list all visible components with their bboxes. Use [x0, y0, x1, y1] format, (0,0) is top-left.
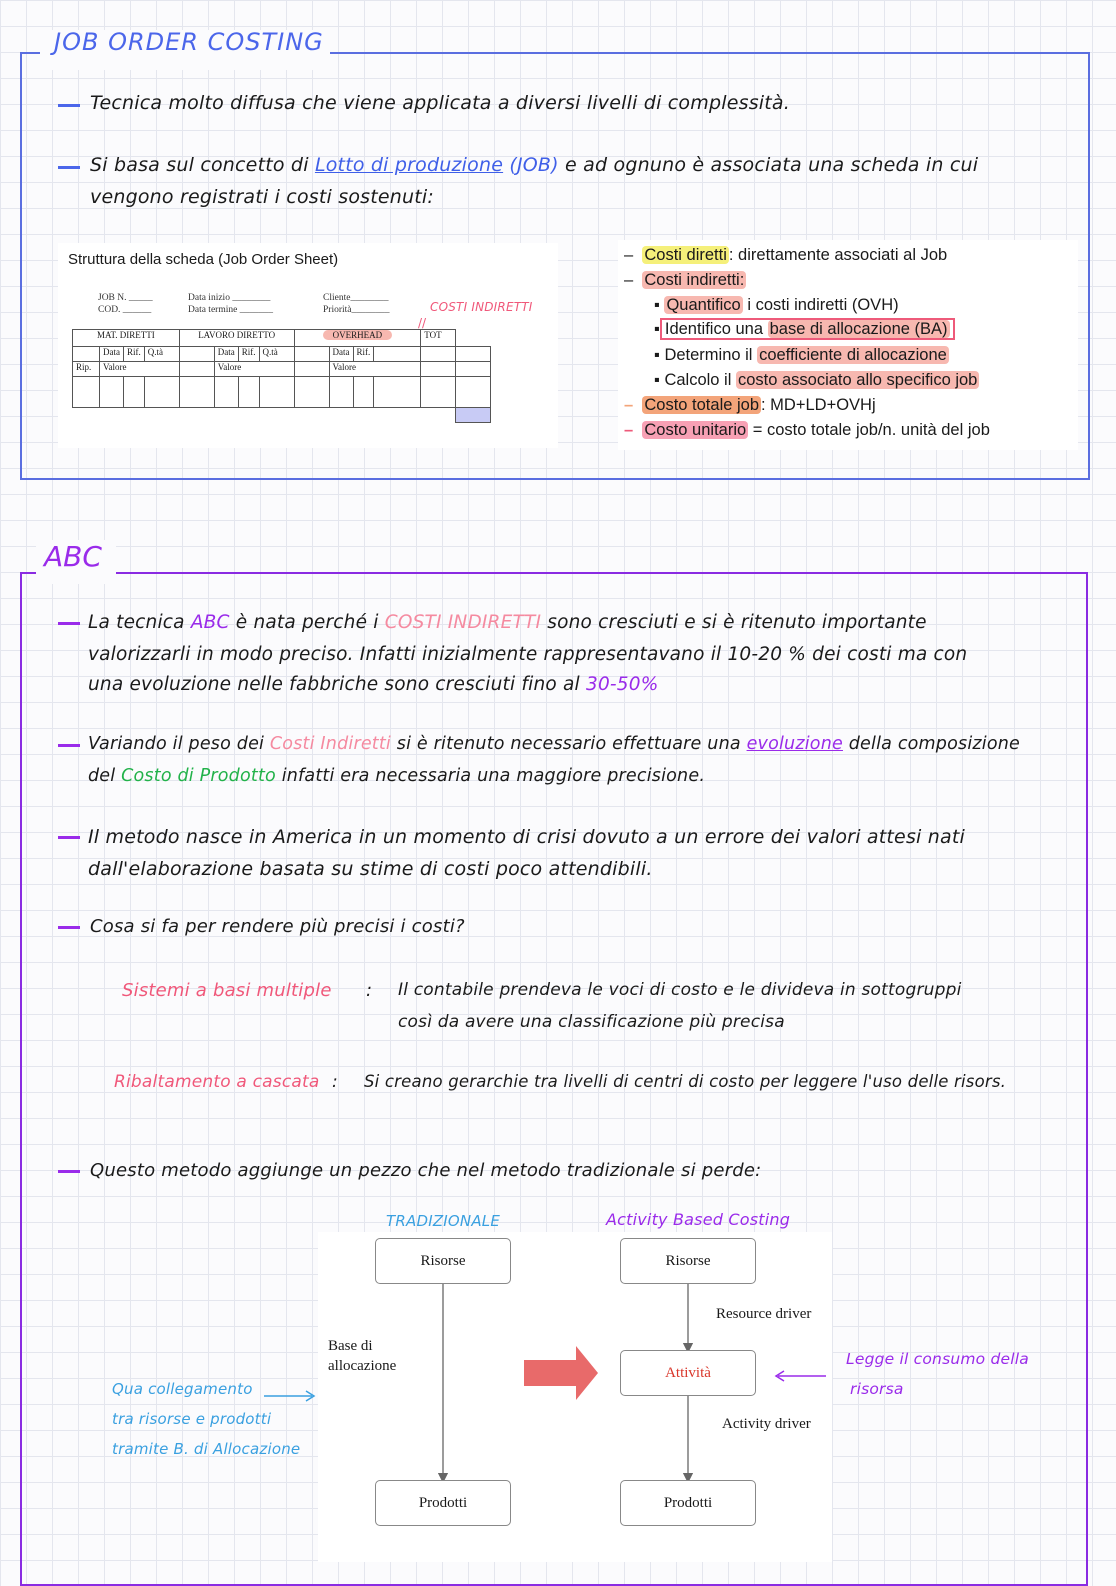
annotation-mark: // — [418, 316, 427, 330]
cliente: Cliente________ — [323, 293, 389, 303]
sub-data: Data — [329, 347, 353, 362]
list-item-costo-totale: – Costo totale job : MD+LD+OVHj — [624, 396, 876, 414]
sistemi-label: Sistemi a basi multiple — [122, 980, 332, 1001]
list-item-quantifico: ▪ Quantifico i costi indiretti (OVH) — [654, 296, 899, 314]
bullet-dash — [58, 926, 80, 929]
job-number: JOB N. _____ — [98, 293, 153, 303]
total-cell — [456, 408, 491, 423]
red-transition-arrow — [524, 1346, 598, 1400]
costing-diagram — [318, 1232, 832, 1562]
costi-indiretti-term: COSTI INDIRETTI — [384, 612, 542, 633]
bullet-dash — [58, 744, 80, 747]
bullet-dash — [58, 1170, 80, 1173]
data-termine: Data termine _______ — [188, 305, 273, 315]
valore-lav: Valore — [214, 362, 294, 377]
arrow-left-icon — [770, 1368, 830, 1384]
note-right-1: Legge il consumo della — [846, 1350, 1029, 1368]
p3-line2: dall'elaborazione basata su stime di costi poco attendibili. — [88, 858, 653, 880]
col-overhead: OVERHEAD — [323, 330, 393, 340]
sistemi-colon: : — [366, 980, 373, 1001]
note-left-3: tramite B. di Allocazione — [112, 1440, 301, 1458]
ribaltamento-colon: : — [332, 1072, 338, 1092]
priorita: Priorità________ — [323, 305, 390, 315]
costi-indiretti-annotation: COSTI INDIRETTI — [430, 300, 533, 314]
note-left-2: tra risorse e prodotti — [112, 1410, 272, 1428]
bullet-dash — [58, 622, 80, 625]
costi-indiretti-term: Costi Indiretti — [269, 734, 391, 754]
node-risorse-abc: Risorse — [620, 1238, 756, 1284]
rip-label: Rip. — [73, 362, 100, 377]
sub-qta: Q.tà — [259, 347, 294, 362]
costo-di-prodotto-term: Costo di Prodotto — [121, 766, 276, 786]
rip-cell — [73, 347, 100, 362]
list-item-costi-indiretti: – Costi indiretti: — [624, 271, 745, 289]
list-item-costi-diretti: – Costi diretti : direttamente associati al Job — [624, 246, 948, 264]
evoluzione-term: evoluzione — [746, 734, 843, 754]
col-mat-diretti: MAT. DIRETTI — [73, 330, 180, 347]
col-lavoro-diretto: LAVORO DIRETTO — [179, 330, 294, 347]
job-order-sheet — [58, 243, 558, 448]
ribaltamento-text: Si creano gerarchie tra livelli di centri di costo per leggere l'uso delle risors. — [364, 1072, 1007, 1091]
bullet-dash — [58, 166, 80, 169]
note-right-2: risorsa — [850, 1380, 904, 1398]
list-item-determino: ▪ Determino il coefficiente di allocazione — [654, 346, 947, 364]
job-sheet-table — [72, 329, 491, 423]
bullet2-line2: vengono registrati i costi sostenuti: — [90, 186, 435, 208]
bullet-dash — [58, 104, 80, 107]
bullet-dash — [58, 836, 80, 839]
col-tot: TOT — [421, 330, 456, 347]
arrow-right-icon — [262, 1388, 322, 1404]
sistemi-text2: così da avere una classificazione più precisa — [398, 1012, 785, 1032]
job-cod: COD. ______ — [98, 305, 152, 315]
valore-ovh: Valore — [329, 362, 421, 377]
node-risorse-tradizionale: Risorse — [375, 1238, 511, 1284]
bullet2-line1 — [90, 154, 978, 176]
label-activity-driver: Activity driver — [722, 1416, 811, 1432]
p1-line3: una evoluzione nelle fabbriche sono cresciuti fino al 30-50% — [88, 674, 659, 695]
diagram-title-tradizionale: TRADIZIONALE — [386, 1212, 501, 1230]
node-attivita-abc: Attività — [620, 1350, 756, 1396]
sistemi-text1: Il contabile prendeva le voci di costo e le divideva in sottogruppi — [398, 980, 962, 1000]
label-base-allocazione: Base di allocazione — [328, 1338, 397, 1374]
abc-term: ABC — [190, 612, 230, 633]
list-item-costo-unitario: – Costo unitario = costo totale job/n. unità del job — [624, 421, 990, 439]
p2-line1: Variando il peso dei Costi Indiretti si è ritenuto necessario effettuare una evoluzione della composizione — [88, 734, 1021, 754]
ribaltamento-label: Ribaltamento a cascata — [114, 1072, 320, 1092]
diagram-title-abc: Activity Based Costing — [606, 1210, 791, 1229]
note-left-1: Qua collegamento — [112, 1380, 253, 1398]
data-inizio: Data inizio ________ — [188, 293, 271, 303]
cost-list — [618, 240, 1078, 450]
node-prodotti-abc: Prodotti — [620, 1480, 756, 1526]
p4-question: Cosa si fa per rendere più precisi i costi? — [90, 916, 465, 937]
bullet2-a: Si basa sul concetto di — [90, 154, 309, 176]
sheet-title: Struttura della scheda (Job Order Sheet) — [68, 251, 339, 268]
p3-line1: Il metodo nasce in America in un momento di crisi dovuto a un errore dei valori attesi nati — [88, 826, 965, 848]
p1-line2: valorizzarli in modo preciso. Infatti inizialmente rappresentavano il 10-20 % dei costi ma con — [88, 644, 968, 665]
sub-rif: Rif. — [124, 347, 145, 362]
label-resource-driver: Resource driver — [716, 1306, 812, 1322]
section-title-job-order-costing: JOB ORDER COSTING — [54, 28, 324, 56]
p2-line2: del Costo di Prodotto infatti era necessaria una maggiore precisione. — [88, 766, 706, 786]
list-item-identifico: ▪ Identifico una base di allocazione (BA) — [654, 320, 955, 339]
sub-rif: Rif. — [238, 347, 259, 362]
node-prodotti-tradizionale: Prodotti — [375, 1480, 511, 1526]
list-item-calcolo: ▪ Calcolo il costo associato allo specifico job — [654, 371, 978, 389]
p1-line1: La tecnica ABC è nata perché i COSTI INDIRETTI sono cresciuti e si è ritenuto importante — [88, 612, 927, 633]
percent-30-50: 30-50% — [585, 674, 659, 695]
sub-data: Data — [214, 347, 238, 362]
job-term: (JOB) — [509, 154, 559, 176]
lotto-di-produzione: Lotto di produzione — [314, 154, 504, 176]
p5-text: Questo metodo aggiunge un pezzo che nel metodo tradizionale si perde: — [90, 1160, 762, 1181]
sub-rif: Rif. — [353, 347, 374, 362]
valore-mat: Valore — [100, 362, 180, 377]
bullet2-d: e ad ognuno è associata una scheda in cui — [565, 154, 979, 176]
sub-data: Data — [100, 347, 124, 362]
sub-qta: Q.tà — [144, 347, 179, 362]
bullet1-text: Tecnica molto diffusa che viene applicata a diversi livelli di complessità. — [90, 92, 791, 114]
section-title-abc: ABC — [44, 540, 102, 573]
